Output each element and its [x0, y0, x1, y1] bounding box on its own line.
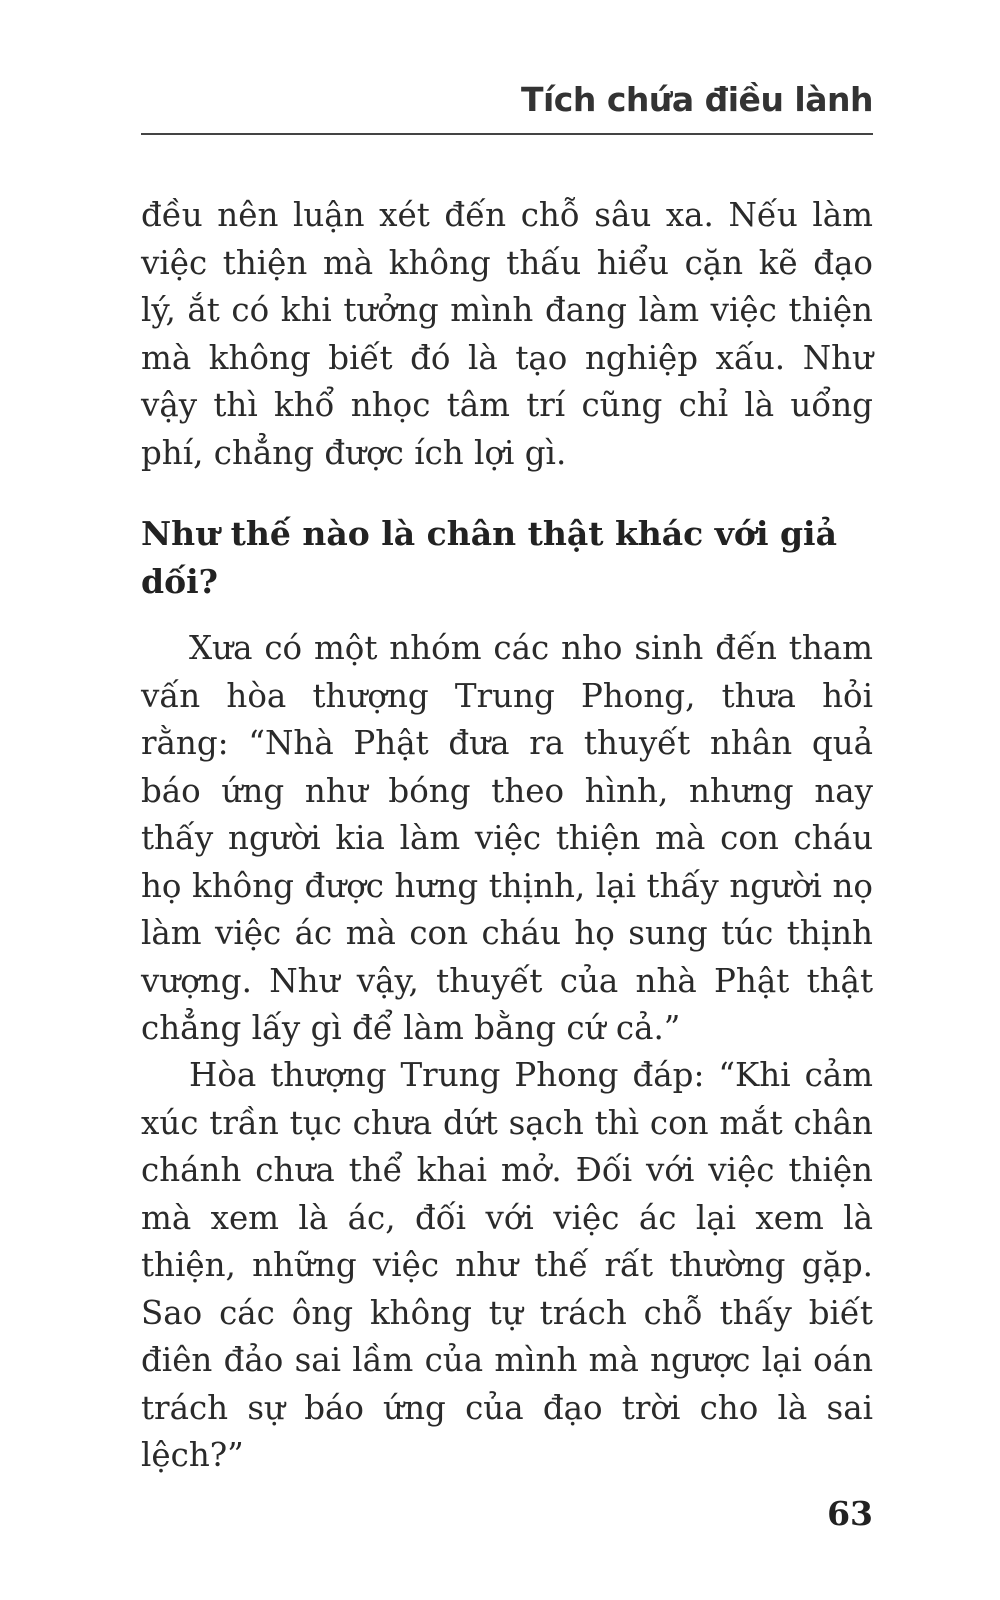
section-heading: Như thế nào là chân thật khác với giả dối?	[141, 514, 837, 601]
paragraph-3: Hòa thượng Trung Phong đáp: “Khi cảm xúc trần tục chưa dứt sạch thì con mắt chân chánh chưa thể khai mở. Đối với việc thiện mà xem là ác, đối với việc ác lại xem là thiện, những việc như thế rất thường gặp. Sao các ông không tự trách chỗ thấy biết điên đảo sai lầm của mình mà ngược lại oán trách sự báo ứng của đạo trời cho là sai lệch?”	[141, 1056, 873, 1474]
paragraph-2: Xưa có một nhóm các nho sinh đến tham vấn hòa thượng Trung Phong, thưa hỏi rằng: “Nhà Phật đưa ra thuyết nhân quả báo ứng như bóng theo hình, nhưng nay thấy người kia làm việc thiện mà con cháu họ không được hưng thịnh, lại thấy người nọ làm việc ác mà con cháu họ sung túc thịnh vượng. Như vậy, thuyết của nhà Phật thật chẳng lấy gì để làm bằng cứ cả.”	[141, 629, 873, 1047]
paragraph-1: đều nên luận xét đến chỗ sâu xa. Nếu làm việc thiện mà không thấu hiểu cặn kẽ đạo lý, ắt có khi tưởng mình đang làm việc thiện mà không biết đó là tạo nghiệp xấu. Như vậy thì khổ nhọc tâm trí cũng chỉ là uổng phí, chẳng được ích lợi gì.	[141, 196, 873, 472]
page-number: 63	[827, 1494, 873, 1533]
header-divider	[141, 133, 873, 135]
running-header-title: Tích chứa điều lành	[520, 80, 873, 119]
